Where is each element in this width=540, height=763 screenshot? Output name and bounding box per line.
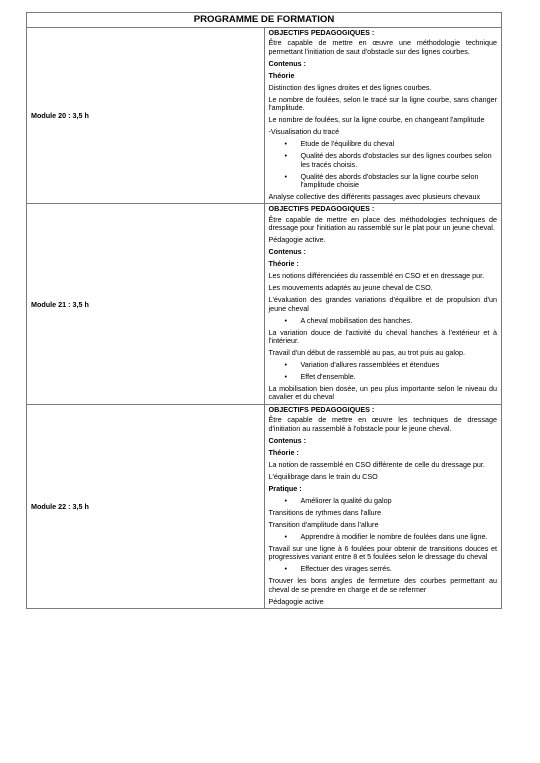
title-row — [27, 13, 502, 28]
formation-programme — [26, 12, 502, 609]
module-row — [27, 204, 502, 404]
content-line: Être capable de mettre en place des méthodologies techniques de dressage pour l'initiation au rassemblé sur le plat pour un jeune cheval. — [268, 214, 497, 233]
module-row — [27, 404, 502, 608]
content-line: Travail sur une ligne à 6 foulées pour obtenir de transitions douces et progressives variant entre 8 et 5 foulées selon le dressage du cheval — [268, 543, 497, 562]
content-line: Trouver les bons angles de fermeture des courbes permettant au cheval de se prendre en charge et de se refermer — [268, 576, 497, 594]
objectives-heading: OBJECTIFS PEDAGOGIQUES : — [268, 28, 375, 37]
content-line: Les notions différenciées du rassemblé en CSO et en dressage pur. — [268, 271, 485, 281]
content-line: Analyse collective des différents passages avec plusieurs chevaux — [268, 192, 481, 202]
content-line: Travail d'un début de rassemblé au pas, au trot puis au galop. — [268, 348, 465, 358]
content-line: Transition d'amplitude dans l'allure — [268, 519, 379, 529]
bullet-item: • Améliorer la qualité du galop — [269, 497, 498, 505]
section-heading: Théorie : — [268, 447, 299, 457]
content-line: -Visualisation du tracé — [268, 127, 340, 137]
content-line: Le nombre de foulées, sur la ligne courbe, en changeant l'amplitude — [268, 115, 485, 125]
content-line: Distinction des lignes droites et des lignes courbes. — [268, 82, 432, 92]
content-line: Les mouvements adaptés au jeune cheval de CSO. — [268, 283, 433, 293]
content-line: Pédagogie active — [268, 596, 324, 606]
content-line: La variation douce de l'activité du cheval hanches à l'extérieur et à l'intérieur. — [268, 327, 497, 346]
bullet-item: • Effet d'ensemble. — [269, 373, 498, 381]
programme-title: PROGRAMME DE FORMATION — [27, 13, 502, 28]
bullet-item: • Apprendre à modifier le nombre de foulées dans une ligne. — [269, 533, 498, 541]
module-label: Module 21 : 3,5 h — [27, 204, 265, 404]
section-heading: Pratique : — [268, 483, 302, 493]
module-row — [27, 28, 502, 204]
module-label: Module 22 : 3,5 h — [27, 404, 265, 608]
content-line: Être capable de mettre en œuvre une méthodologie technique permettant l'initiation de saut d'obstacle sur des lignes courbes. — [268, 38, 497, 56]
programme-table — [26, 12, 502, 609]
bullet-item: • Effectuer des virages serrés. — [269, 565, 498, 573]
content-line: Pédagogie active. — [268, 235, 326, 245]
content-line: Être capable de mettre en œuvre les techniques de dressage d'initiation au rassemblé à l'obstacle pour le jeune cheval. — [268, 415, 497, 433]
bullet-item: • A cheval mobilisation des hanches. — [269, 317, 498, 325]
bullet-item: • Qualité des abords d'obstacles sur des lignes courbes selon les tracés choisis. — [269, 152, 498, 169]
content-line: La notion de rassemblé en CSO différente de celle du dressage pur. — [268, 459, 485, 469]
section-heading: Théorie — [268, 70, 295, 80]
module-label: Module 20 : 3,5 h — [27, 28, 265, 204]
content-line: L'équilibrage dans le train du CSO — [268, 471, 378, 481]
section-heading: Contenus : — [268, 58, 307, 68]
section-heading: Contenus : — [268, 435, 307, 445]
objectives-heading: OBJECTIFS PEDAGOGIQUES : — [268, 404, 375, 414]
content-line: La mobilisation bien dosée, un peu plus importante selon le niveau du cavalier et du cheval — [268, 384, 497, 402]
content-line: Transitions de rythmes dans l'allure — [268, 507, 382, 517]
bullet-item: • Qualité des abords d'obstacles sur la ligne courbe selon l'amplitude choisie — [269, 173, 498, 190]
objectives-heading: OBJECTIFS PEDAGOGIQUES : — [268, 204, 375, 214]
content-line: L'évaluation des grandes variations d'équilibre et de propulsion d'un jeune cheval — [268, 295, 497, 313]
content-line: Le nombre de foulées, selon le tracé sur la ligne courbe, sans changer l'amplitude. — [268, 94, 497, 113]
bullet-item: • Etude de l'équilibre du cheval — [269, 140, 498, 148]
section-heading: Contenus : — [268, 247, 307, 257]
bullet-item: • Variation d'allures rassemblées et étendues — [269, 361, 498, 369]
module-content — [264, 28, 502, 204]
module-content — [264, 404, 502, 608]
module-content — [264, 204, 502, 404]
section-heading: Théorie : — [268, 259, 299, 269]
